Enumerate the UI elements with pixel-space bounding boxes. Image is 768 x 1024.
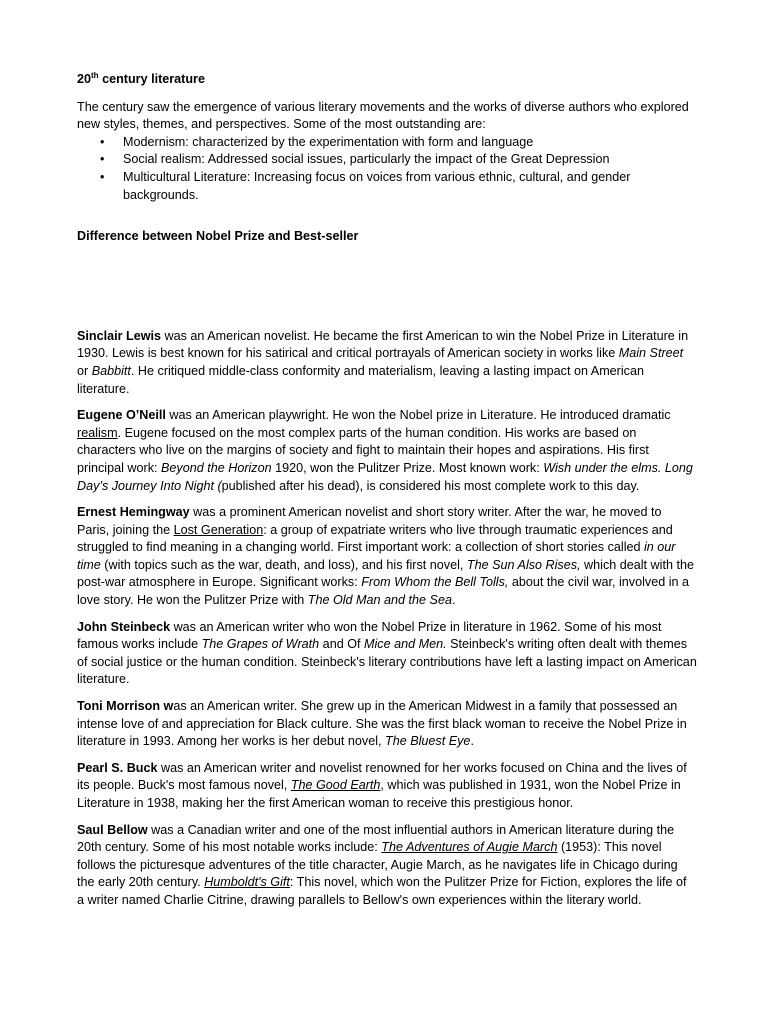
bullet-icon: • xyxy=(100,152,105,167)
underlined-term: realism xyxy=(77,425,118,440)
work-title: The Old Man and the Sea xyxy=(307,593,452,608)
work-title: Main Street xyxy=(618,346,684,361)
intro-paragraph: The century saw the emergence of various literary movements and the works of diverse authors who explored new styles, themes, and perspectives. Some of the most outstanding are: xyxy=(77,99,689,132)
work-title: in our time xyxy=(77,540,676,572)
work-title: The Sun Also Rises, xyxy=(466,557,581,572)
bullet-icon: • xyxy=(100,169,105,184)
work-title: Humboldt's Gift xyxy=(204,875,290,890)
work-title: Mice and Men. xyxy=(364,637,447,652)
author-paragraph-bellow: Saul Bellow was a Canadian writer and one of the most influential authors in American literature during the 20th century. Some of his most notable works include: The Adventures of Augie March (1953): This novel follows the picturesque adventures of the title character, Augie March, as he navigates life in Chicago during the early 20th century. Humboldt's Gift: This novel, which won the Pulitzer Prize for Fiction, explores the life of a writer named Charlie Citrine, drawing parallels to Bellow's own experiences within the literary world. xyxy=(77,822,687,907)
author-name: Ernest Hemingway xyxy=(77,505,190,520)
work-title: From Whom the Bell Tolls, xyxy=(361,575,509,590)
author-name: Pearl S. Buck xyxy=(77,760,158,775)
author-list xyxy=(77,328,697,910)
work-title: The Good Earth xyxy=(290,778,381,793)
movements-list xyxy=(77,134,697,204)
author-paragraph-buck: Pearl S. Buck was an American writer and novelist renowned for her works focused on China and the lives of its people. Buck's most famous novel, The Good Earth, which was published in 1931, won the Nobel Prize in Literature in 1938, making her the first American woman to receive this prestigious honor. xyxy=(77,760,687,810)
work-title: The Grapes of Wrath xyxy=(201,637,320,652)
list-item: • Multicultural Literature: Increasing focus on voices from various ethnic, cultural, and gender backgrounds. xyxy=(100,169,631,202)
work-title: The Bluest Eye xyxy=(385,734,471,749)
section-heading-20th-century: 20th century literature xyxy=(77,71,205,86)
list-item: • Modernism: characterized by the experimentation with form and language xyxy=(77,134,697,152)
document-body xyxy=(77,71,697,919)
author-name: Sinclair Lewis xyxy=(77,328,161,343)
author-paragraph-steinbeck: John Steinbeck was an American writer who won the Nobel Prize in literature in 1962. Some of his most famous works include The Grapes of Wrath and Of Mice and Men. Steinbeck's writing often dealt with themes of social justice or the human condition. Steinbeck's literary contributions have left a lasting impact on American literature. xyxy=(77,619,697,687)
work-title: The Adventures of Augie March xyxy=(381,840,558,855)
bullet-icon: • xyxy=(100,134,105,149)
author-paragraph-morrison: Toni Morrison was an American writer. She grew up in the American Midwest in a family that possessed an intense love of and appreciation for Black culture. She was the first black woman to receive the Nobel Prize in literature in 1993. Among her works is her debut novel, The Bluest Eye. xyxy=(77,699,687,749)
author-name: Eugene O’Neill xyxy=(77,408,166,423)
list-item: • Social realism: Addressed social issues, particularly the impact of the Great Depression xyxy=(77,151,697,169)
author-name: John Steinbeck xyxy=(77,619,171,634)
author-paragraph-oneill: Eugene O’Neill was an American playwright. He won the Nobel prize in Literature. He introduced dramatic realism. Eugene focused on the most complex parts of the human condition. His works are based on characters who live on the margins of society and fight to maintain their hopes and aspirations. His first principal work: Beyond the Horizon 1920, won the Pulitzer Prize. Most known work: Wish under the elms. Long Day’s Journey Into Night (published after his dead), is considered his most complete work to this day. xyxy=(77,408,693,493)
work-title: Wish under the elms. Long Day’s Journey Into Night ( xyxy=(77,460,693,493)
section-heading-nobel-vs-bestseller: Difference between Nobel Prize and Best-seller xyxy=(77,229,359,244)
author-paragraph-hemingway: Ernest Hemingway was a prominent American novelist and short story writer. After the war, he moved to Paris, joining the Lost Generation: a group of expatriate writers who live through traumatic experiences and struggled to find meaning in a changing world. First important work: a collection of short stories called in our time (with topics such as the war, death, and loss), and his first novel, The Sun Also Rises, which dealt with the post-war atmosphere in Europe. Significant works: From Whom the Bell Tolls, about the civil war, involved in a love story. He won the Pulitzer Prize with The Old Man and the Sea. xyxy=(77,505,694,608)
author-paragraph-lewis: Sinclair Lewis was an American novelist. He became the first American to win the Nobel Prize in Literature in 1930. Lewis is best known for his satirical and critical portrayals of American society in works like Main Street or Babbitt. He critiqued middle-class conformity and materialism, leaving a lasting impact on American literature. xyxy=(77,328,689,396)
underlined-term: Lost Generation xyxy=(173,522,264,537)
work-title: Beyond the Horizon xyxy=(161,460,272,475)
author-name: Saul Bellow xyxy=(77,822,148,837)
author-name: Toni Morrison w xyxy=(77,699,174,714)
work-title: Babbitt xyxy=(91,363,131,378)
